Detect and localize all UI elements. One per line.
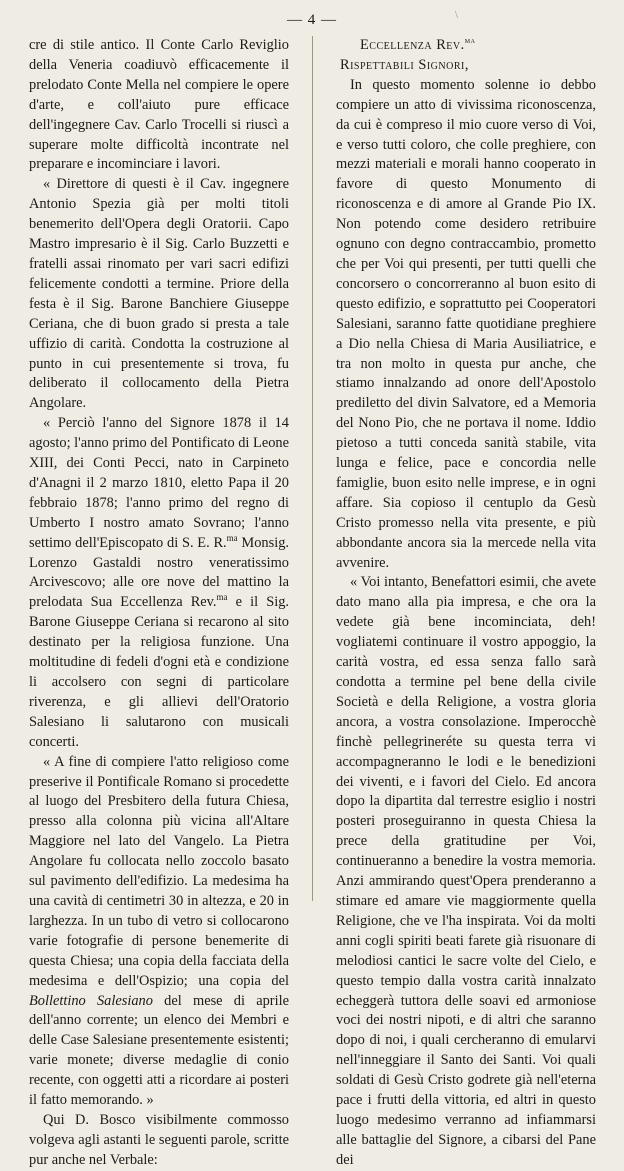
margin-mark: \ (455, 10, 458, 21)
paragraph (29, 414, 289, 752)
left-column (29, 36, 289, 1171)
paragraph-text: Monsig. Lorenzo Gastaldi nostro veneratissimo Arcivescovo; alle ore nove del mattino la prelodata Sua Eccellenza Rev. (29, 534, 289, 611)
salutation-text: Eccellenza Rev. (360, 37, 465, 53)
paragraph-text: del mese di aprile dell'anno corrente; un elenco dei Membri e delle Case Salesiane presentemente esistenti; varie monete; diverse medaglie di conio recente, con oggetti atti a ricordare ai posteri il fatto memorando. » (29, 992, 289, 1109)
superscript: ma (226, 532, 238, 543)
paragraph-text: e il Sig. Barone Giuseppe Ceriana si recarono al sito destinato per la religiosa funzione. Una moltitudine di fedeli d'ogni età e condizione li accolsero con segni di particolare riverenza, e gli allievi dell'Oratorio Salesiano li salutarono con musicali concerti. (29, 594, 289, 750)
paragraph: « Direttore di questi è il Cav. ingegnere Antonio Spezia già per molti titoli benemerito dell'Opera degli Oratorii. Capo Mastro impresario è il Sig. Carlo Buzzetti e fratelli assai rinomato per vari sacri edifizi felicemente condotti a termine. Priore della festa è il Sig. Barone Banchiere Giuseppe Ceriana, che di buon grado si presta a tale uffizio di carità. Condotta la costruzione al punto in cui presentemente si trova, fu deliberato il collocamento della Pietra Angolare. (29, 176, 289, 412)
superscript: ma (464, 35, 476, 46)
page-number: — 4 — (287, 12, 337, 28)
superscript: ma (216, 592, 228, 603)
right-column (336, 36, 596, 1171)
paragraph-text: « A fine di compiere l'atto religioso come preserive il Pontificale Romano si procedette al luogo del Presbitero della futura Chiesa, presso alla colonna più vicina all'Altare Maggiore nel lato del Vangelo. La Pietra Angolare fu collocata nello zoccolo basato sul pavimento dell'edifizio. La medesima ha una cavità di centimetri 30 in altezza, e 20 in larghezza. In un tubo di vetro si collocarono varie fotografie di persone benemerite di questa Chiesa; una copia della facciata della medesima e dell'Ospizio; una copia del (29, 753, 289, 989)
salutation (336, 36, 596, 56)
column-divider (312, 36, 313, 901)
italic-title: Bollettino Salesiano (29, 992, 153, 1009)
paragraph: cre di stile antico. Il Conte Carlo Reviglio della Veneria coadiuvò efficacemente il prelodato Conte Mella nel compiere le opere d'arte, e coll'aiuto pure efficace dell'ingegnere Cav. Carlo Trocelli si riuscì a superare molte difficoltà incontrate nel preparare e incominciare i lavori. (29, 37, 289, 173)
paragraph (29, 753, 289, 1111)
paragraph: « Voi intanto, Benefattori esimii, che avete dato mano alla pia impresa, e che ora la vedete già bene incominciata, deh! vogliatemi continuare il vostro appoggio, la carità vostra, ed essa senza fallo sarà condotta a termine pel bene della civile Società e della Religione, a vostra gloria ancora, a vostra consolazione. Imperocchè finchè pellegrineréte su questa terra vi accompagneranno le lodi e le benedizioni dei viventi, e i favori del Cielo. Ed ancora dopo la dipartita dal terrestre esiglio i nostri posteri proseguiranno in questa Chiesa la prece della gratitudine per Voi, continueranno a benedire la vostra memoria. Anzi ammirando quest'Opera prenderanno a stimare ed amare vie maggiormente quella Religione, che ve l'ha inspirata. Voi da molti anni cogli spiriti beati farete già risuonare di melodiosi cantici le sacre volte del Cielo, e questo tempio dalla vostra carità innalzato echeggerà tuttora delle soavi ed armoniose voci dei nostri nipoti, e di altri che saranno dopo di noi, i quali cercheranno di emularvi nell'inneggiare il Santo dei Santi. Voi quali soldati di Gesù Cristo godrete già nell'eterna pace i frutti della vittoria, ed altri in questo luogo medesimo verranno ad infiammarsi alle battaglie del Signore, a cibarsi del Pane dei (336, 574, 596, 1168)
paragraph-text: « Perciò l'anno del Signore 1878 il 14 agosto; l'anno primo del Pontificato di Leone XIII, dei Conti Pecci, nato in Carpineto d'Anagni il 2 marzo 1810, eletto Papa il 20 febbraio 1878; l'anno primo del regno di Umberto I nostro amato Sovrano; l'anno settimo dell'Episcopato di S. E. R. (29, 415, 289, 551)
paragraph: Qui D. Bosco visibilmente commosso volgeva agli astanti le seguenti parole, scritte pur anche nel Verbale: (29, 1111, 289, 1168)
paragraph: In questo momento solenne io debbo compiere un atto di vivissima riconoscenza, da cui è compreso il mio cuore verso di Voi, e verso tutti coloro, che colle preghiere, con mezzi materiali e morali hanno cooperato in favore di questo Monumento di riconoscenza e di amore al Grande Pio IX. Non potendo come desidero retribuire ognuno con degno contraccambio, prometto che per Voi qui presenti, per tutti quelli che concorsero o concorreranno al buon esito di questo edifizio, e soprattutto pei Cooperatori Salesiani, saranno fatte quotidiane preghiere a Dio nella Chiesa di Maria Ausiliatrice, e tra non molto in questa pur anche, che stiamo innalzando ad onore dell'Apostolo prediletto del divin Salvatore, ed a Memoria del Nono Pio, che ne portava il nome. Iddio pietoso a tutti conceda sanità stabile, vita lunga e felice, pace e concordia nelle famiglie, buon esito nelle imprese, e in ogni affare. Sia copioso il centuplo da Gesù Cristo promesso nella vita presente, e più abbondante ancora sia la mercede nella vita avvenire. (336, 76, 596, 571)
salutation: Rispettabili Signori, (340, 56, 469, 73)
